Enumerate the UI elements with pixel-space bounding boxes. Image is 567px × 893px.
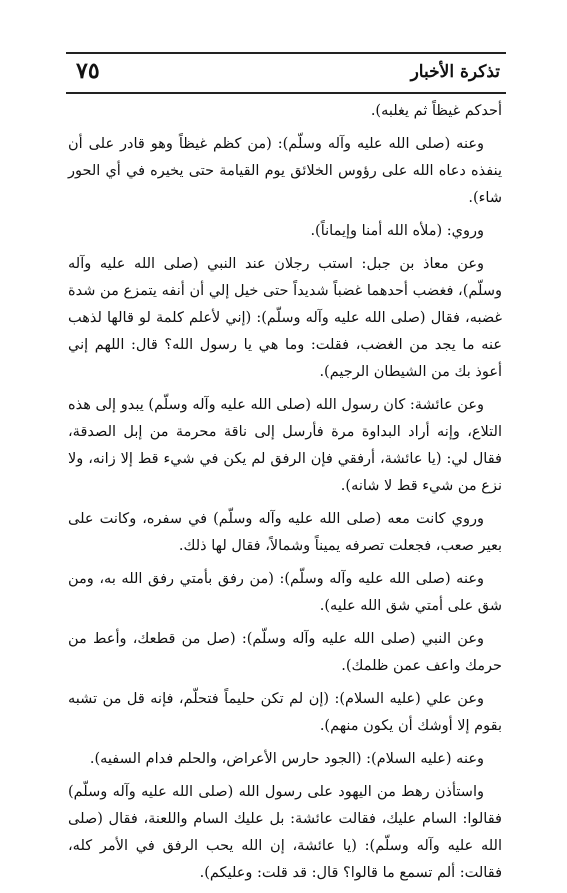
paragraph: وعن معاذ بن جبل: استب رجلان عند النبي (صلى الله عليه وآله وسلّم)، فغضب أحدهما غضباً شديداً حتى خيل إلي أن أنفه يتمزع من شدة غضبه، فقال (صلى الله عليه وآله وسلّم): (إني لأعلم كلمة لو قالها لذهب عنه ما يجد من الغضب، فقلت: وما هي يا رسول الله؟ قال: اللهم إني أعوذ بك من الشيطان الرجيم).: [68, 256, 502, 380]
header-bottom-rule: [66, 92, 506, 94]
paragraph: وعنه (صلى الله عليه وآله وسلّم): (من كظم غيظاً وهو قادر على أن ينفذه دعاه الله على رؤوس الخلائق يوم القيامة حتى يخيره في أي الحور شاء).: [68, 136, 502, 206]
paragraph: وعنه (صلى الله عليه وآله وسلّم): (من رفق بأمتي رفق الله به، ومن شق على أمتي شق الله عليه).: [68, 571, 502, 614]
running-title: تذكرة الأخبار: [410, 62, 500, 82]
paragraph: وعنه (عليه السلام): (الجود حارس الأعراض، والحلم فدام السفيه).: [89, 751, 484, 767]
paragraph: وروي كانت معه (صلى الله عليه وآله وسلّم) في سفره، وكانت على بعير صعب، فجعلت تصرفه يميناً وشمالاً، فقال لها ذلك.: [68, 511, 502, 554]
paragraph: وعن عائشة: كان رسول الله (صلى الله عليه وآله وسلّم) يبدو إلى هذه التلاع، وإنه أراد البداوة مرة فأرسل إلى ناقة محرمة من إبل الصدقة، فقال لي: (يا عائشة، أرفقي فإن الرفق لم يكن في شيء قط إلا زانه، ولا نزع من شيء قط لا شانه).: [68, 397, 502, 494]
paragraph: واستأذن رهط من اليهود على رسول الله (صلى الله عليه وآله وسلّم) فقالوا: السام عليك، فقالت عائشة: بل عليك السام واللعنة، فقال (صلى الله عليه وآله وسلّم): (يا عائشة، إن الله يحب الرفق في الأمر كله، فقالت: ألم تسمع ما قالوا؟ قال: قد قلت: وعليكم).: [68, 784, 502, 881]
header-top-rule: [66, 52, 506, 54]
paragraph: وعن علي (عليه السلام): (إن لم تكن حليماً فتحلّم، فإنه قل من تشبه بقوم إلا أوشك أن يكون منهم).: [68, 691, 502, 734]
paragraph: أحدكم غيظاً ثم يغلبه).: [370, 103, 502, 119]
page-header: [66, 52, 506, 94]
page-body: [68, 98, 502, 893]
page-number: ٧٥: [76, 58, 100, 84]
paragraph: وروي: (ملأه الله أمنا وإيماناً).: [310, 223, 484, 239]
paragraph: وعن النبي (صلى الله عليه وآله وسلّم): (صل من قطعك، وأعط من حرمك واعف عمن ظلمك).: [68, 631, 502, 674]
